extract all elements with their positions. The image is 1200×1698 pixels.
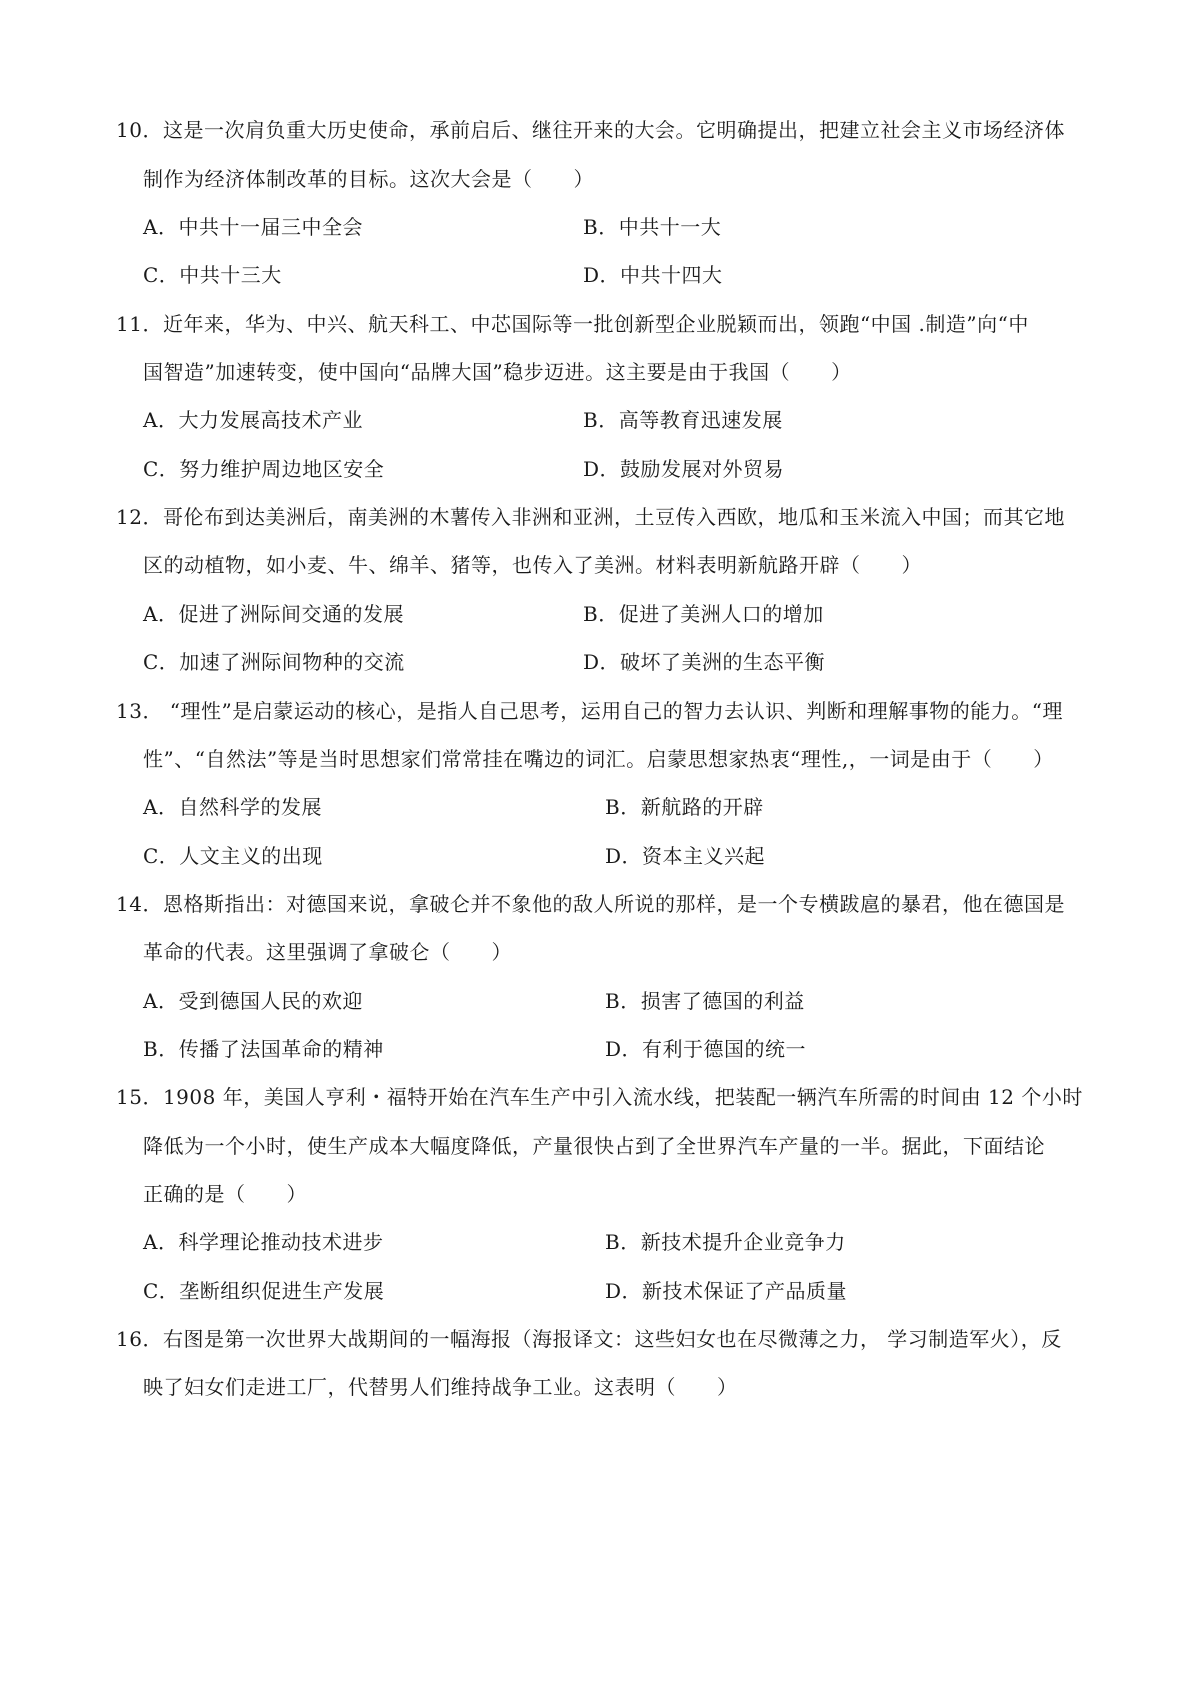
question-13-line-1: 13． “理性”是启蒙运动的核心，是指人自己思考，运用自己的智力去认识、判断和理解事物的能力。“理 <box>116 699 1063 723</box>
question-15-line-2: 降低为一个小时，使生产成本大幅度降低，产量很快占到了全世界汽车产量的一半。据此，下面结论 <box>143 1134 1045 1158</box>
question-14-option-b: B．损害了德国的利益 <box>605 989 805 1013</box>
question-14-option-d: D．有利于德国的统一 <box>605 1037 807 1061</box>
question-15-option-a: A．科学理论推动技术进步 <box>143 1230 384 1254</box>
question-13-option-c: C．人文主义的出现 <box>143 844 323 868</box>
question-10-option-d: D．中共十四大 <box>583 263 723 287</box>
question-12-option-c: C．加速了洲际间物种的交流 <box>143 650 405 674</box>
question-13-line-2: 性”、“自然法”等是当时思想家们常常挂在嘴边的词汇。启蒙思想家热衷“理性,，一词是由于（ ） <box>143 747 1054 771</box>
question-13-option-a: A．自然科学的发展 <box>143 795 322 819</box>
question-15-option-b: B．新技术提升企业竞争力 <box>605 1230 846 1254</box>
question-15-line-3: 正确的是（ ） <box>143 1182 307 1206</box>
question-10-option-b: B．中共十一大 <box>583 215 722 239</box>
question-10-option-c: C．中共十三大 <box>143 263 282 287</box>
question-15-option-c: C．垄断组织促进生产发展 <box>143 1279 385 1303</box>
question-12-option-a: A．促进了洲际间交通的发展 <box>143 602 404 626</box>
question-14-line-1: 14．恩格斯指出：对德国来说，拿破仑并不象他的敌人所说的那样，是一个专横跋扈的暴君，他在德国是 <box>116 892 1065 916</box>
question-15-line-1: 15．1908 年，美国人亨利・福特开始在汽车生产中引入流水线，把装配一辆汽车所需的时间由 12 个小时 <box>116 1085 1083 1109</box>
question-11-option-a: A．大力发展高技术产业 <box>143 408 363 432</box>
question-11-option-c: C．努力维护周边地区安全 <box>143 457 385 481</box>
question-12-option-b: B．促进了美洲人口的增加 <box>583 602 824 626</box>
question-16-line-2: 映了妇女们走进工厂，代替男人们维持战争工业。这表明（ ） <box>143 1375 738 1399</box>
question-11-line-1: 11．近年来，华为、中兴、航天科工、中芯国际等一批创新型企业脱颖而出，领跑“中国 .制造”向“中 <box>116 312 1029 336</box>
question-11-line-2: 国智造”加速转变，使中国向“品牌大国”稳步迈进。这主要是由于我国（ ） <box>143 360 852 384</box>
question-14-option-a: A．受到德国人民的欢迎 <box>143 989 363 1013</box>
question-13-option-d: D．资本主义兴起 <box>605 844 766 868</box>
question-12-line-2: 区的动植物，如小麦、牛、绵羊、猪等，也传入了美洲。材料表明新航路开辟（ ） <box>143 553 922 577</box>
question-12-option-d: D．破坏了美洲的生态平衡 <box>583 650 826 674</box>
question-15-option-d: D．新技术保证了产品质量 <box>605 1279 848 1303</box>
question-12-line-1: 12．哥伦布到达美洲后，南美洲的木薯传入非洲和亚洲，土豆传入西欧，地瓜和玉米流入中国；而其它地 <box>116 505 1065 529</box>
question-10-line-1: 10．这是一次肩负重大历史使命，承前启后、继往开来的大会。它明确提出，把建立社会主义市场经济体 <box>116 118 1065 142</box>
question-10-line-2: 制作为经济体制改革的目标。这次大会是（ ） <box>143 167 594 191</box>
question-11-option-b: B．高等教育迅速发展 <box>583 408 783 432</box>
question-10-option-a: A．中共十一届三中全会 <box>143 215 363 239</box>
question-11-option-d: D．鼓励发展对外贸易 <box>583 457 785 481</box>
question-14-line-2: 革命的代表。这里强调了拿破仑（ ） <box>143 940 512 964</box>
question-14-option-c: B．传播了法国革命的精神 <box>143 1037 384 1061</box>
question-13-option-b: B．新航路的开辟 <box>605 795 764 819</box>
question-16-line-1: 16．右图是第一次世界大战期间的一幅海报（海报译文：这些妇女也在尽微薄之力， 学习制造军火），反 <box>116 1327 1062 1351</box>
